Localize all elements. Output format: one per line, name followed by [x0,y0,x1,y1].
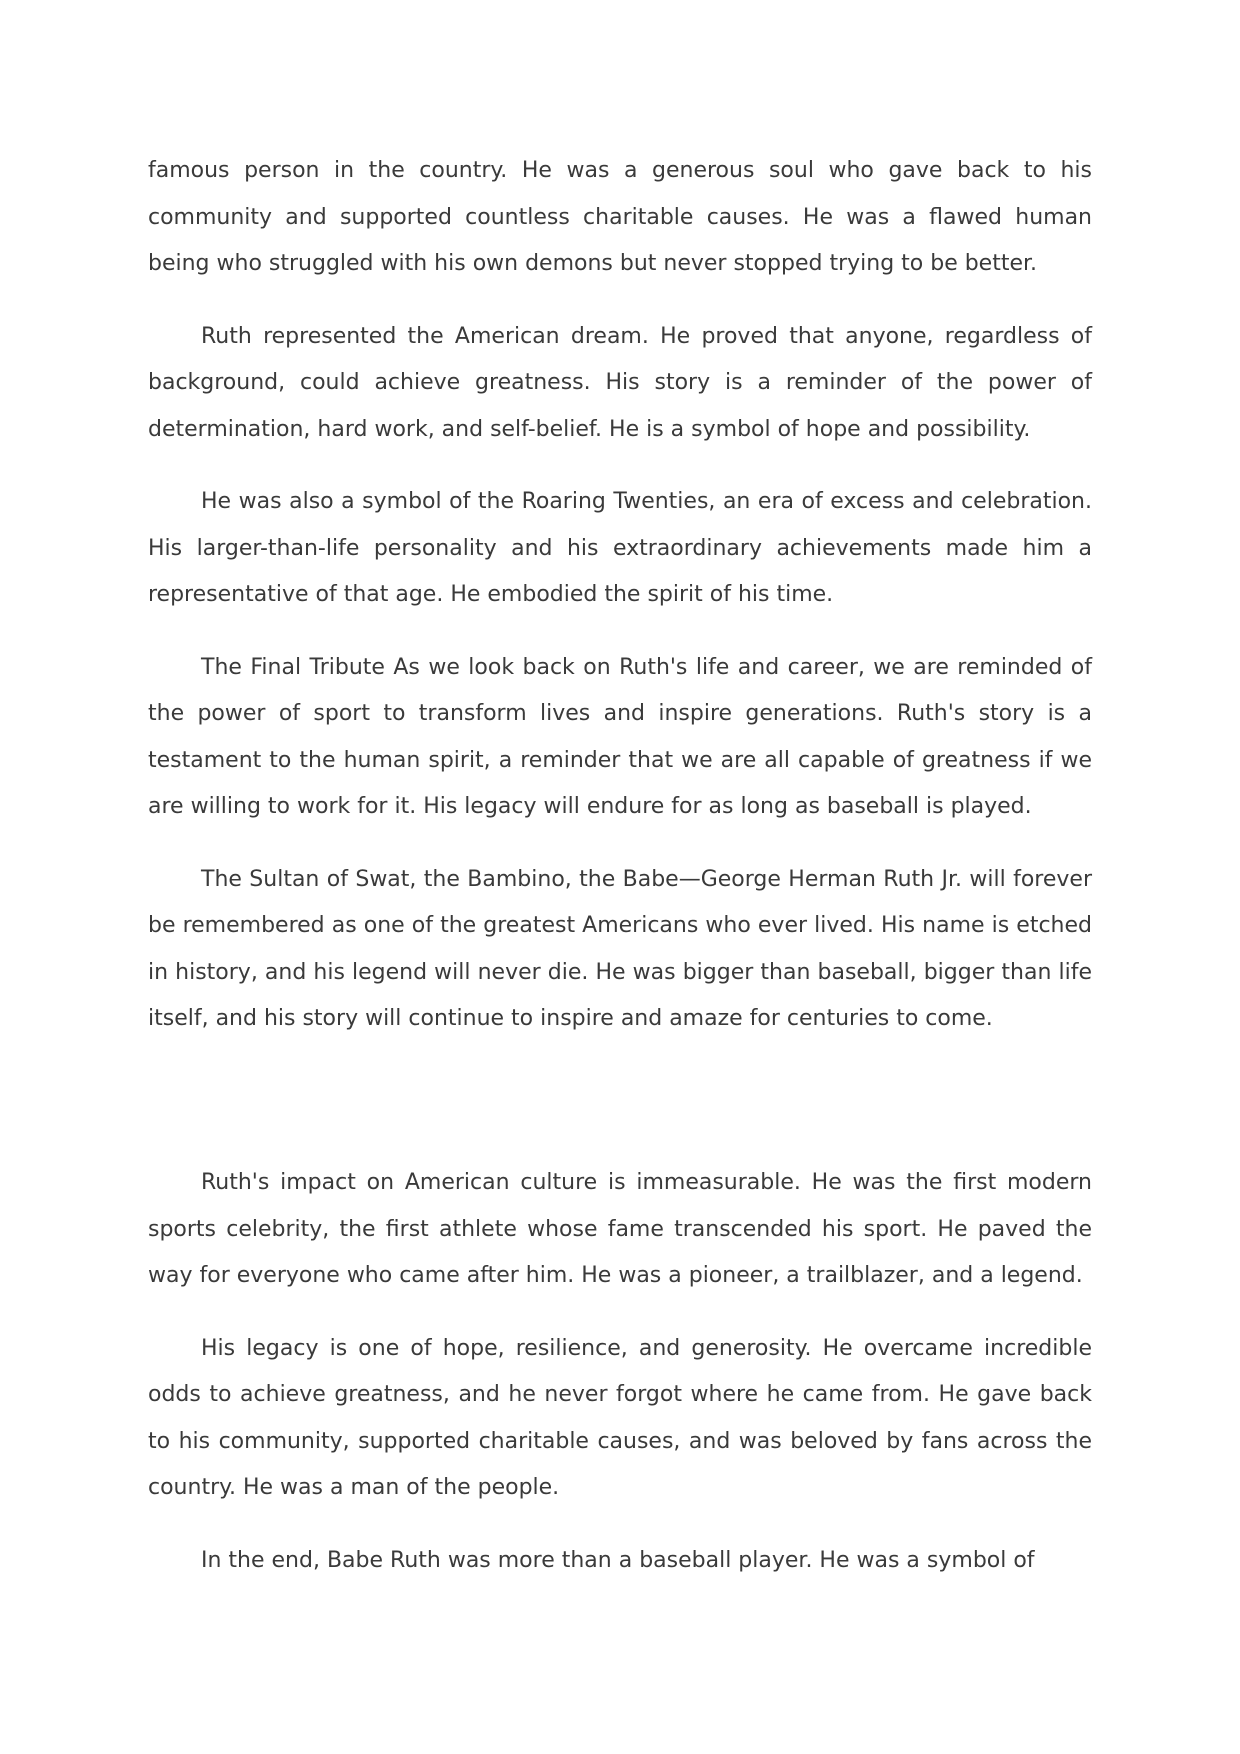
paragraph-roaring-twenties: He was also a symbol of the Roaring Twenties, an era of excess and celebration. His larger-than-life personality and his extraordinary achievements made him a representative of that age. He embodied the spirit of his time. [148,489,1092,607]
paragraph-in-the-end: In the end, Babe Ruth was more than a baseball player. He was a symbol of [201,1547,1035,1573]
paragraph-american-dream: Ruth represented the American dream. He proved that anyone, regardless of background, could achieve greatness. His story is a reminder of the power of determination, hard work, and self-belief. He is a symbol of hope and possibility. [148,323,1092,442]
paragraph-cultural-impact: Ruth's impact on American culture is immeasurable. He was the first modern sports celebrity, the first athlete whose fame transcended his sport. He paved the way for everyone who came after him. He was a pioneer, a trailblazer, and a legend. [148,1170,1092,1288]
paragraph-sultan-of-swat: The Sultan of Swat, the Bambino, the Babe—George Herman Ruth Jr. will forever be remembered as one of the greatest Americans who ever lived. His name is etched in history, and his legend will never die. He was bigger than baseball, bigger than life itself, and his story will continue to inspire and amaze for centuries to come. [148,866,1092,1031]
text-section-2 [148,1160,1092,1584]
paragraph-continuation: famous person in the country. He was a generous soul who gave back to his community and supported countless charitable causes. He was a flawed human being who struggled with his own demons but never stopped trying to be better. [148,158,1092,276]
text-section-1 [148,148,1092,1043]
paragraph-legacy: His legacy is one of hope, resilience, and generosity. He overcame incredible odds to achieve greatness, and he never forgot where he came from. He gave back to his community, supported charitable causes, and was beloved by fans across the country. He was a man of the people. [148,1335,1092,1500]
paragraph-final-tribute: The Final Tribute As we look back on Ruth's life and career, we are reminded of the power of sport to transform lives and inspire generations. Ruth's story is a testament to the human spirit, a reminder that we are all capable of greatness if we are willing to work for it. His legacy will endure for as long as baseball is played. [148,654,1092,819]
